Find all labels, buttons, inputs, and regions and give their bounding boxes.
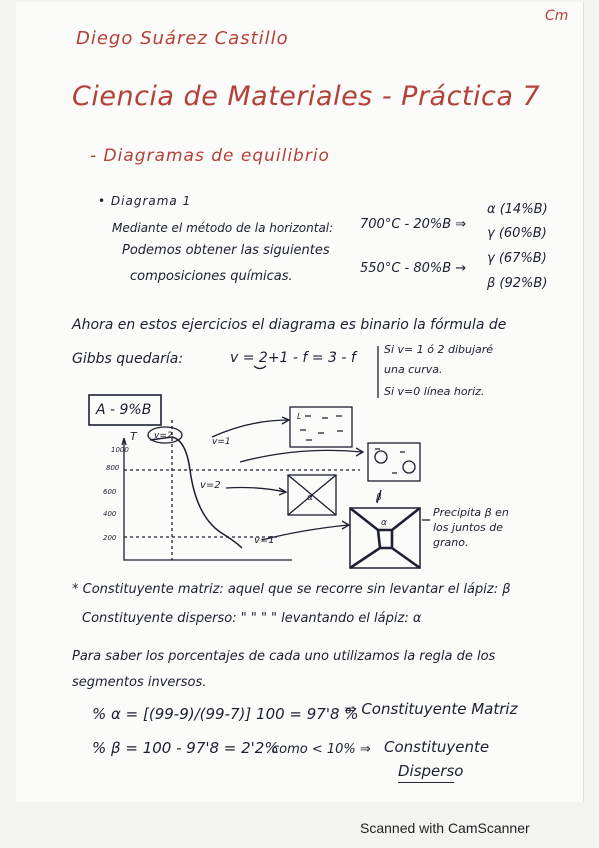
gibbs-note-2: una curva. [384,363,443,376]
gibbs-note-1: Si v= 1 ó 2 dibujaré [384,343,494,356]
section-heading: - Diagramas de equilibrio [90,146,330,166]
case1-phase-alpha: α (14%B) [487,202,548,217]
page-title: Ciencia de Materiales - Práctica 7 [72,81,541,112]
tick-600: 600 [103,488,117,496]
tick-1000: 1000 [111,446,129,454]
disperso-underline [398,782,454,783]
micro-label-liquid: L [297,412,302,421]
gibbs-formula: v = 2+1 - f = 3 - f [230,350,356,366]
region-label-v1-top: v=1 [212,437,231,447]
tick-200: 200 [103,534,117,542]
arrow-liquid [212,420,288,437]
case2-condition: 550°C - 80%B → [360,261,467,276]
composition-box-label: A - 9%B [96,402,152,418]
equation-alpha-result: ⇒ Constituyente Matriz [344,700,518,718]
tick-800: 800 [106,464,120,472]
gibbs-line-1: Ahora en estos ejercicios el diagrama es binario la fórmula de [72,317,507,333]
micro-label-beta: β [376,493,382,503]
liquidus-curve [150,437,242,548]
rule-line-2: segmentos inversos. [72,675,207,690]
region-label-top: v=2 [154,431,173,441]
constituent-dispersed: Constituyente disperso: " " " " levantando el lápiz: α [82,611,422,626]
equation-beta-condition: como < 10% ⇒ [272,742,371,757]
rule-line-1: Para saber los porcentajes de cada uno utilizamos la regla de los [72,649,496,664]
case2-phase-gamma: γ (67%B) [487,251,547,266]
equation-beta-result-1: Constituyente [384,738,490,756]
scanner-watermark: Scanned with CamScanner [360,820,530,836]
constituent-matrix: * Constituyente matriz: aquel que se recorre sin levantar el lápiz: β [72,582,511,597]
initials-mark: Cm [545,8,569,24]
precipitate-annotation: Precipita β en los juntos de grano. [433,506,509,549]
axis-t-label: T [130,430,137,443]
tick-400: 400 [103,510,117,518]
method-line-3: composiciones químicas. [130,269,293,284]
method-line-2: Podemos obtener las siguientes [122,243,330,258]
gibbs-label: Gibbs quedaría: [72,351,184,367]
equation-alpha: % α = [(99-9)/(99-7)] 100 = 97'8 % [92,705,359,723]
case1-condition: 700°C - 20%B ⇒ [360,217,467,232]
method-line-1: Mediante el método de la horizontal: [112,221,334,235]
case1-phase-gamma: γ (60%B) [487,226,547,241]
equation-beta-result-2: Disperso [398,762,464,780]
region-label-v2: v=2 [200,480,221,491]
author-name: Diego Suárez Castillo [76,28,289,49]
equation-beta: % β = 100 - 97'8 = 2'2% [92,739,279,757]
diagram1-label: • Diagrama 1 [98,194,192,208]
gibbs-note-3: Si v=0 línea horiz. [384,385,485,398]
formula-underline [254,366,266,369]
micro-label-alpha-2: α [381,518,387,528]
case2-phase-beta: β (92%B) [487,276,548,291]
region-label-v1-bottom: v=1 [254,535,275,546]
micro-label-alpha-1: α [307,493,313,503]
